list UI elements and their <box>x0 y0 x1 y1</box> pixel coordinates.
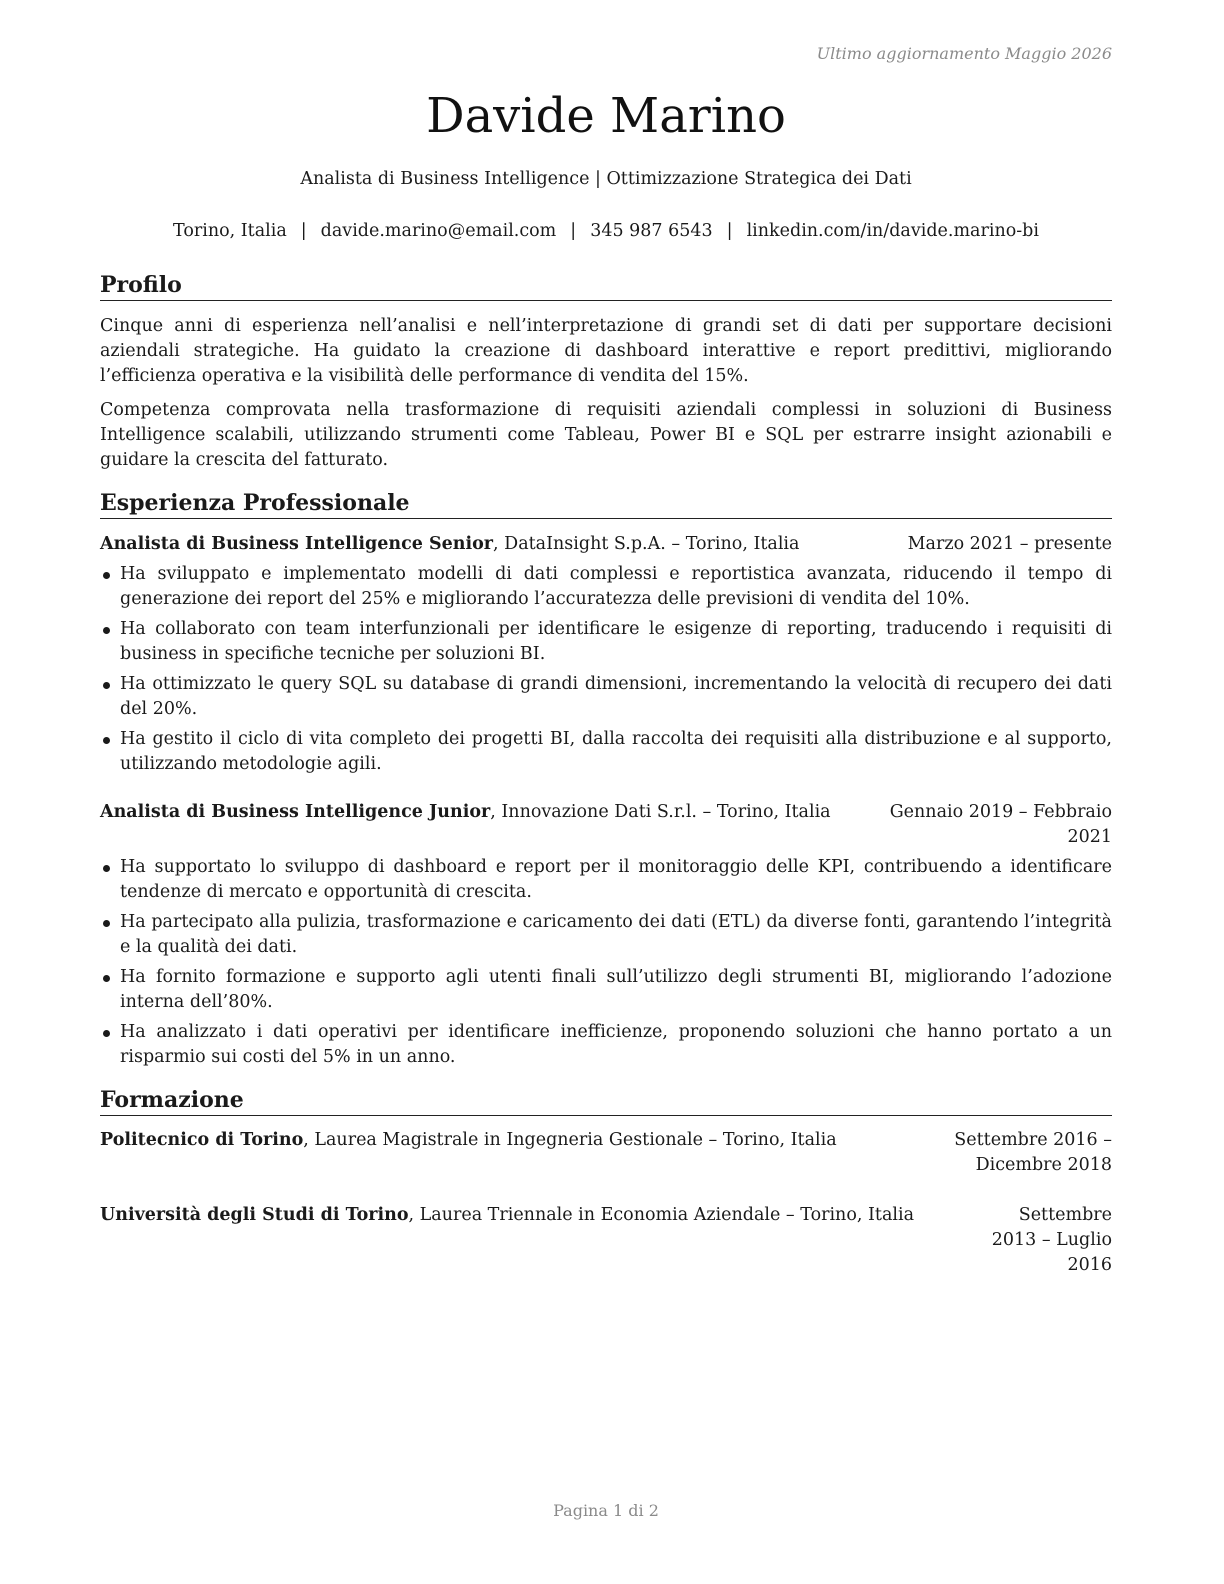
section-title-education: Formazione <box>100 1086 1112 1116</box>
education-entry <box>100 1203 1112 1275</box>
job-role: Analista di Business Intelligence Senior <box>100 534 494 554</box>
bullet-text: Ha partecipato alla pulizia, trasformazione e caricamento dei dati (ETL) da diverse fonti, garantendo l’integrità e la qualità dei dati. <box>120 912 1112 957</box>
section-title-experience: Esperienza Professionale <box>100 489 1112 519</box>
bullet-text: Ha supportato lo sviluppo di dashboard e report per il monitoraggio delle KPI, contribuendo a identificare tendenze di mercato e opportunità di crescita. <box>120 857 1112 902</box>
job-bullet-list <box>100 562 1112 782</box>
education-dates: Settembre 2013 – Luglio 2016 <box>991 1205 1112 1275</box>
bullet-text: Ha analizzato i dati operativi per identificare inefficienze, proponendo soluzioni che hanno portato a un risparmio sui costi del 5% in un anno. <box>120 1022 1112 1067</box>
education-degree: , Laurea Triennale in Economia Aziendale – Torino, Italia <box>408 1205 914 1225</box>
education-entry <box>100 1128 1112 1178</box>
job-title-line <box>100 532 799 557</box>
job-bullet-list <box>100 855 1112 1075</box>
list-item <box>100 855 1112 905</box>
bullet-icon <box>103 975 110 982</box>
contact-line <box>100 219 1112 243</box>
bullet-icon <box>103 737 110 744</box>
contact-linkedin[interactable]: linkedin.com/in/davide.marino-bi <box>746 221 1039 241</box>
bullet-text: Ha fornito formazione e supporto agli utenti finali sull’utilizzo degli strumenti BI, migliorando l’adozione interna dell’80%. <box>120 967 1112 1012</box>
last-updated: Ultimo aggiornamento Maggio 2026 <box>816 44 1112 63</box>
bullet-icon <box>103 627 110 634</box>
education-school: Politecnico di Torino <box>100 1130 304 1150</box>
tagline: Analista di Business Intelligence | Ottimizzazione Strategica dei Dati <box>300 169 912 189</box>
list-item <box>100 672 1112 722</box>
list-item <box>100 910 1112 960</box>
job-role: Analista di Business Intelligence Junior <box>100 802 491 822</box>
job-header <box>100 532 1112 557</box>
candidate-name: Davide Marino <box>426 88 786 144</box>
contact-separator: | <box>570 221 577 241</box>
education-school: Università degli Studi di Torino <box>100 1205 409 1225</box>
contact-location: Torino, Italia <box>173 221 287 241</box>
bullet-text: Ha gestito il ciclo di vita completo dei progetti BI, dalla raccolta dei requisiti alla distribuzione e al supporto, utilizzando metodologie agili. <box>120 729 1112 774</box>
bullet-text: Ha collaborato con team interfunzionali per identificare le esigenze di reporting, traducendo i requisiti di business in specifiche tecniche per soluzioni BI. <box>120 619 1112 664</box>
education-dates: Settembre 2016 – Dicembre 2018 <box>954 1130 1112 1175</box>
job-dates: Marzo 2021 – presente <box>907 534 1112 554</box>
contact-separator: | <box>300 221 307 241</box>
education-title-line <box>100 1203 914 1228</box>
education-title-line <box>100 1128 837 1153</box>
job-header <box>100 800 1112 850</box>
bullet-icon <box>103 1030 110 1037</box>
profile-paragraph: Competenza comprovata nella trasformazione di requisiti aziendali complessi in soluzioni di Business Intelligence scalabili, utilizzando strumenti come Tableau, Power BI e SQL per estrarre insight azionabili e guidare la crescita del fatturato. <box>100 400 1112 470</box>
job-org: , DataInsight S.p.A. – Torino, Italia <box>493 534 800 554</box>
list-item <box>100 562 1112 612</box>
contact-separator: | <box>726 221 733 241</box>
list-item <box>100 727 1112 777</box>
profile-paragraph: Cinque anni di esperienza nell’analisi e nell’interpretazione di grandi set di dati per supportare decisioni aziendali strategiche. Ha guidato la creazione di dashboard interattive e report predittivi, migliorando l’efficienza operativa e la visibilità delle performance di vendita del 15%. <box>100 316 1112 386</box>
bullet-icon <box>103 865 110 872</box>
bullet-text: Ha sviluppato e implementato modelli di dati complessi e reportistica avanzata, riducendo il tempo di generazione dei report del 25% e migliorando l’accuratezza delle previsioni di vendita del 10%. <box>120 564 1112 609</box>
page-number: Pagina 1 di 2 <box>553 1501 659 1520</box>
education-degree: , Laurea Magistrale in Ingegneria Gestionale – Torino, Italia <box>303 1130 837 1150</box>
list-item <box>100 1020 1112 1070</box>
bullet-icon <box>103 920 110 927</box>
bullet-text: Ha ottimizzato le query SQL su database di grandi dimensioni, incrementando la velocità di recupero dei dati del 20%. <box>120 674 1112 719</box>
job-dates: Gennaio 2019 – Febbraio 2021 <box>889 802 1112 847</box>
list-item <box>100 965 1112 1015</box>
bullet-icon <box>103 682 110 689</box>
resume-page <box>100 0 1112 1584</box>
contact-email[interactable]: davide.marino@email.com <box>320 221 557 241</box>
contact-phone[interactable]: 345 987 6543 <box>590 221 713 241</box>
section-title-profile: Profilo <box>100 271 1112 301</box>
list-item <box>100 617 1112 667</box>
bullet-icon <box>103 572 110 579</box>
job-title-line <box>100 800 831 825</box>
job-org: , Innovazione Dati S.r.l. – Torino, Italia <box>490 802 831 822</box>
